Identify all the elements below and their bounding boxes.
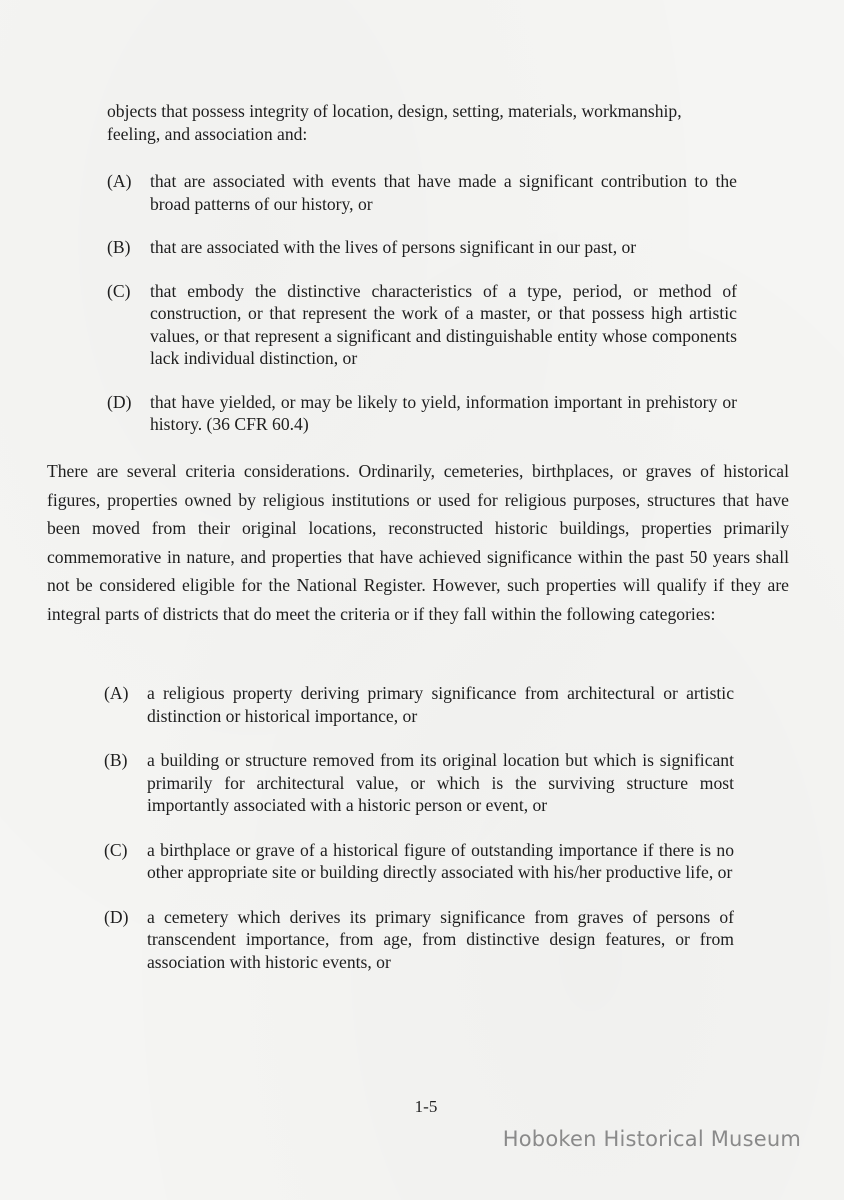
museum-watermark: Hoboken Historical Museum: [502, 1127, 801, 1151]
criteria-item-text: that have yielded, or may be likely to yield, information important in prehistory or history. (36 CFR 60.4): [150, 391, 737, 434]
criteria-list: [107, 170, 737, 436]
criteria-item-text: that embody the distinctive characteristics of a type, period, or method of construction, or that represent the work of a master, or that possess high artistic values, or that represent a significant and distinguishable entity whose components lack individual distinction, or: [150, 280, 737, 368]
category-item-letter: (B): [104, 750, 128, 770]
criteria-item-letter: (D): [107, 391, 132, 412]
criteria-item-letter: (B): [107, 237, 131, 257]
category-item-text: a religious property deriving primary significance from architectural or artistic distinction or historical importance, or: [147, 683, 734, 726]
intro-paragraph: objects that possess integrity of location, design, setting, materials, workmanship, feeling, and association and:: [107, 101, 682, 144]
category-item-text: a birthplace or grave of a historical figure of outstanding importance if there is no other appropriate site or building directly associated with his/her productive life, or: [147, 839, 734, 882]
category-item-a: [104, 682, 734, 727]
category-item-letter: (A): [104, 683, 129, 703]
category-item-b: [104, 749, 734, 817]
criteria-item-text: that are associated with events that have made a significant contribution to the broad patterns of our history, or: [150, 171, 737, 214]
criteria-considerations-paragraph: There are several criteria considerations. Ordinarily, cemeteries, birthplaces, or graves of historical figures, properties owned by religious institutions or used for religious purposes, structures that have been moved from their original locations, reconstructed historic buildings, properties primarily commemorative in nature, and properties that have achieved significance within the past 50 years shall not be considered eligible for the National Register. However, such properties will qualify if they are integral parts of districts that do meet the criteria or if they fall within the following categories:: [47, 461, 789, 624]
criteria-item-letter: (A): [107, 171, 132, 191]
category-item-c: [104, 839, 734, 884]
criteria-item-a: [107, 170, 737, 215]
criteria-item-text: that are associated with the lives of persons significant in our past, or: [150, 237, 637, 257]
category-item-letter: (C): [104, 839, 128, 860]
criteria-item-c: [107, 280, 737, 370]
page-number: 1-5: [414, 1097, 438, 1116]
categories-list: [104, 682, 734, 973]
category-item-text: a building or structure removed from its original location but which is significant primarily for architectural value, or which is the surviving structure most importantly associated with a historic person or event, or: [147, 750, 734, 815]
criteria-item-letter: (C): [107, 280, 131, 301]
criteria-item-d: [107, 391, 737, 436]
category-item-text: a cemetery which derives its primary significance from graves of persons of transcendent importance, from age, from distinctive design features, or from association with historic events, or: [147, 906, 734, 972]
category-item-letter: (D): [104, 906, 129, 927]
category-item-d: [104, 906, 734, 974]
criteria-item-b: [107, 236, 737, 259]
